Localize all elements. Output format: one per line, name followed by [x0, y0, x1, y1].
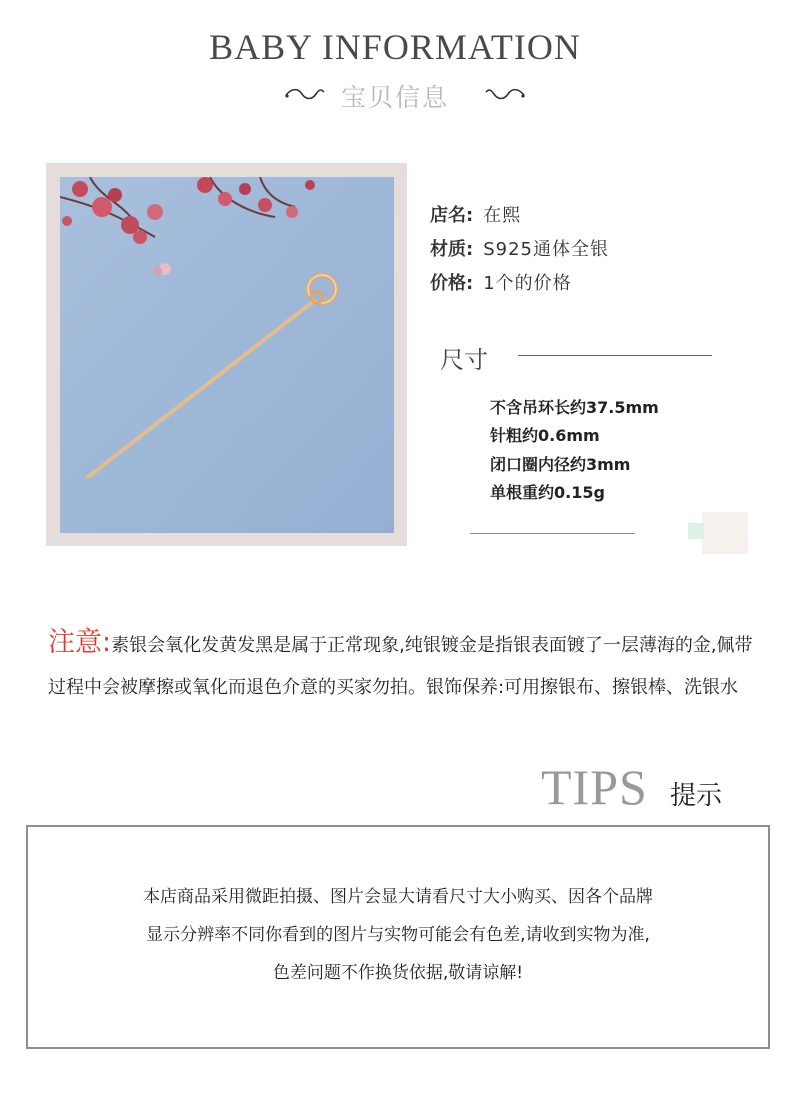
decorative-square — [702, 512, 748, 554]
info-row-shop — [430, 201, 521, 227]
info-value: 在熙 — [483, 205, 522, 226]
tips-title-cn: 提示 — [670, 781, 723, 811]
page-title-en: BABY INFORMATION — [209, 27, 581, 67]
decorative-square — [688, 523, 704, 539]
info-value: S925通体全银 — [483, 239, 609, 260]
info-key: 价格: — [430, 273, 474, 294]
info-key: 店名: — [430, 205, 474, 226]
notice-text: 素银会氧化发黄发黑是属于正常现象,纯银镀金是指银表面镀了一层薄海的金,佩带过程中会被摩擦或氧化而退色介意的买家勿拍。银饰保养:可用擦银布、擦银棒、洗银水 — [48, 635, 753, 698]
info-value: 1个的价格 — [483, 273, 572, 294]
notice-label: 注意: — [48, 627, 112, 658]
notice-paragraph — [48, 622, 760, 709]
spec-thickness: 针粗约0.6mm — [490, 426, 600, 445]
info-row-price — [430, 269, 572, 295]
spec-divider — [470, 533, 635, 534]
info-row-material — [430, 235, 609, 261]
tip-line: 显示分辨率不同你看到的图片与实物可能会有色差,请收到实物为准, — [146, 925, 650, 945]
right-swirl-ornament-icon — [484, 86, 526, 102]
jewelry-pin-photo — [60, 177, 394, 533]
size-divider — [518, 355, 712, 356]
spec-weight: 单根重约0.15g — [490, 483, 605, 502]
spec-ring-diameter: 闭口圈内径约3mm — [490, 455, 631, 474]
spec-length: 不含吊环长约37.5mm — [490, 398, 659, 417]
tips-title-en: TIPS — [541, 759, 648, 815]
size-heading: 尺寸 — [440, 346, 488, 374]
tip-line: 本店商品采用微距拍摄、图片会显大请看尺寸大小购买、因各个品牌 — [143, 887, 653, 907]
page-subtitle-cn: 宝贝信息 — [340, 83, 449, 112]
tip-line: 色差问题不作换货依据,敬请谅解! — [272, 963, 524, 983]
info-key: 材质: — [430, 239, 474, 260]
